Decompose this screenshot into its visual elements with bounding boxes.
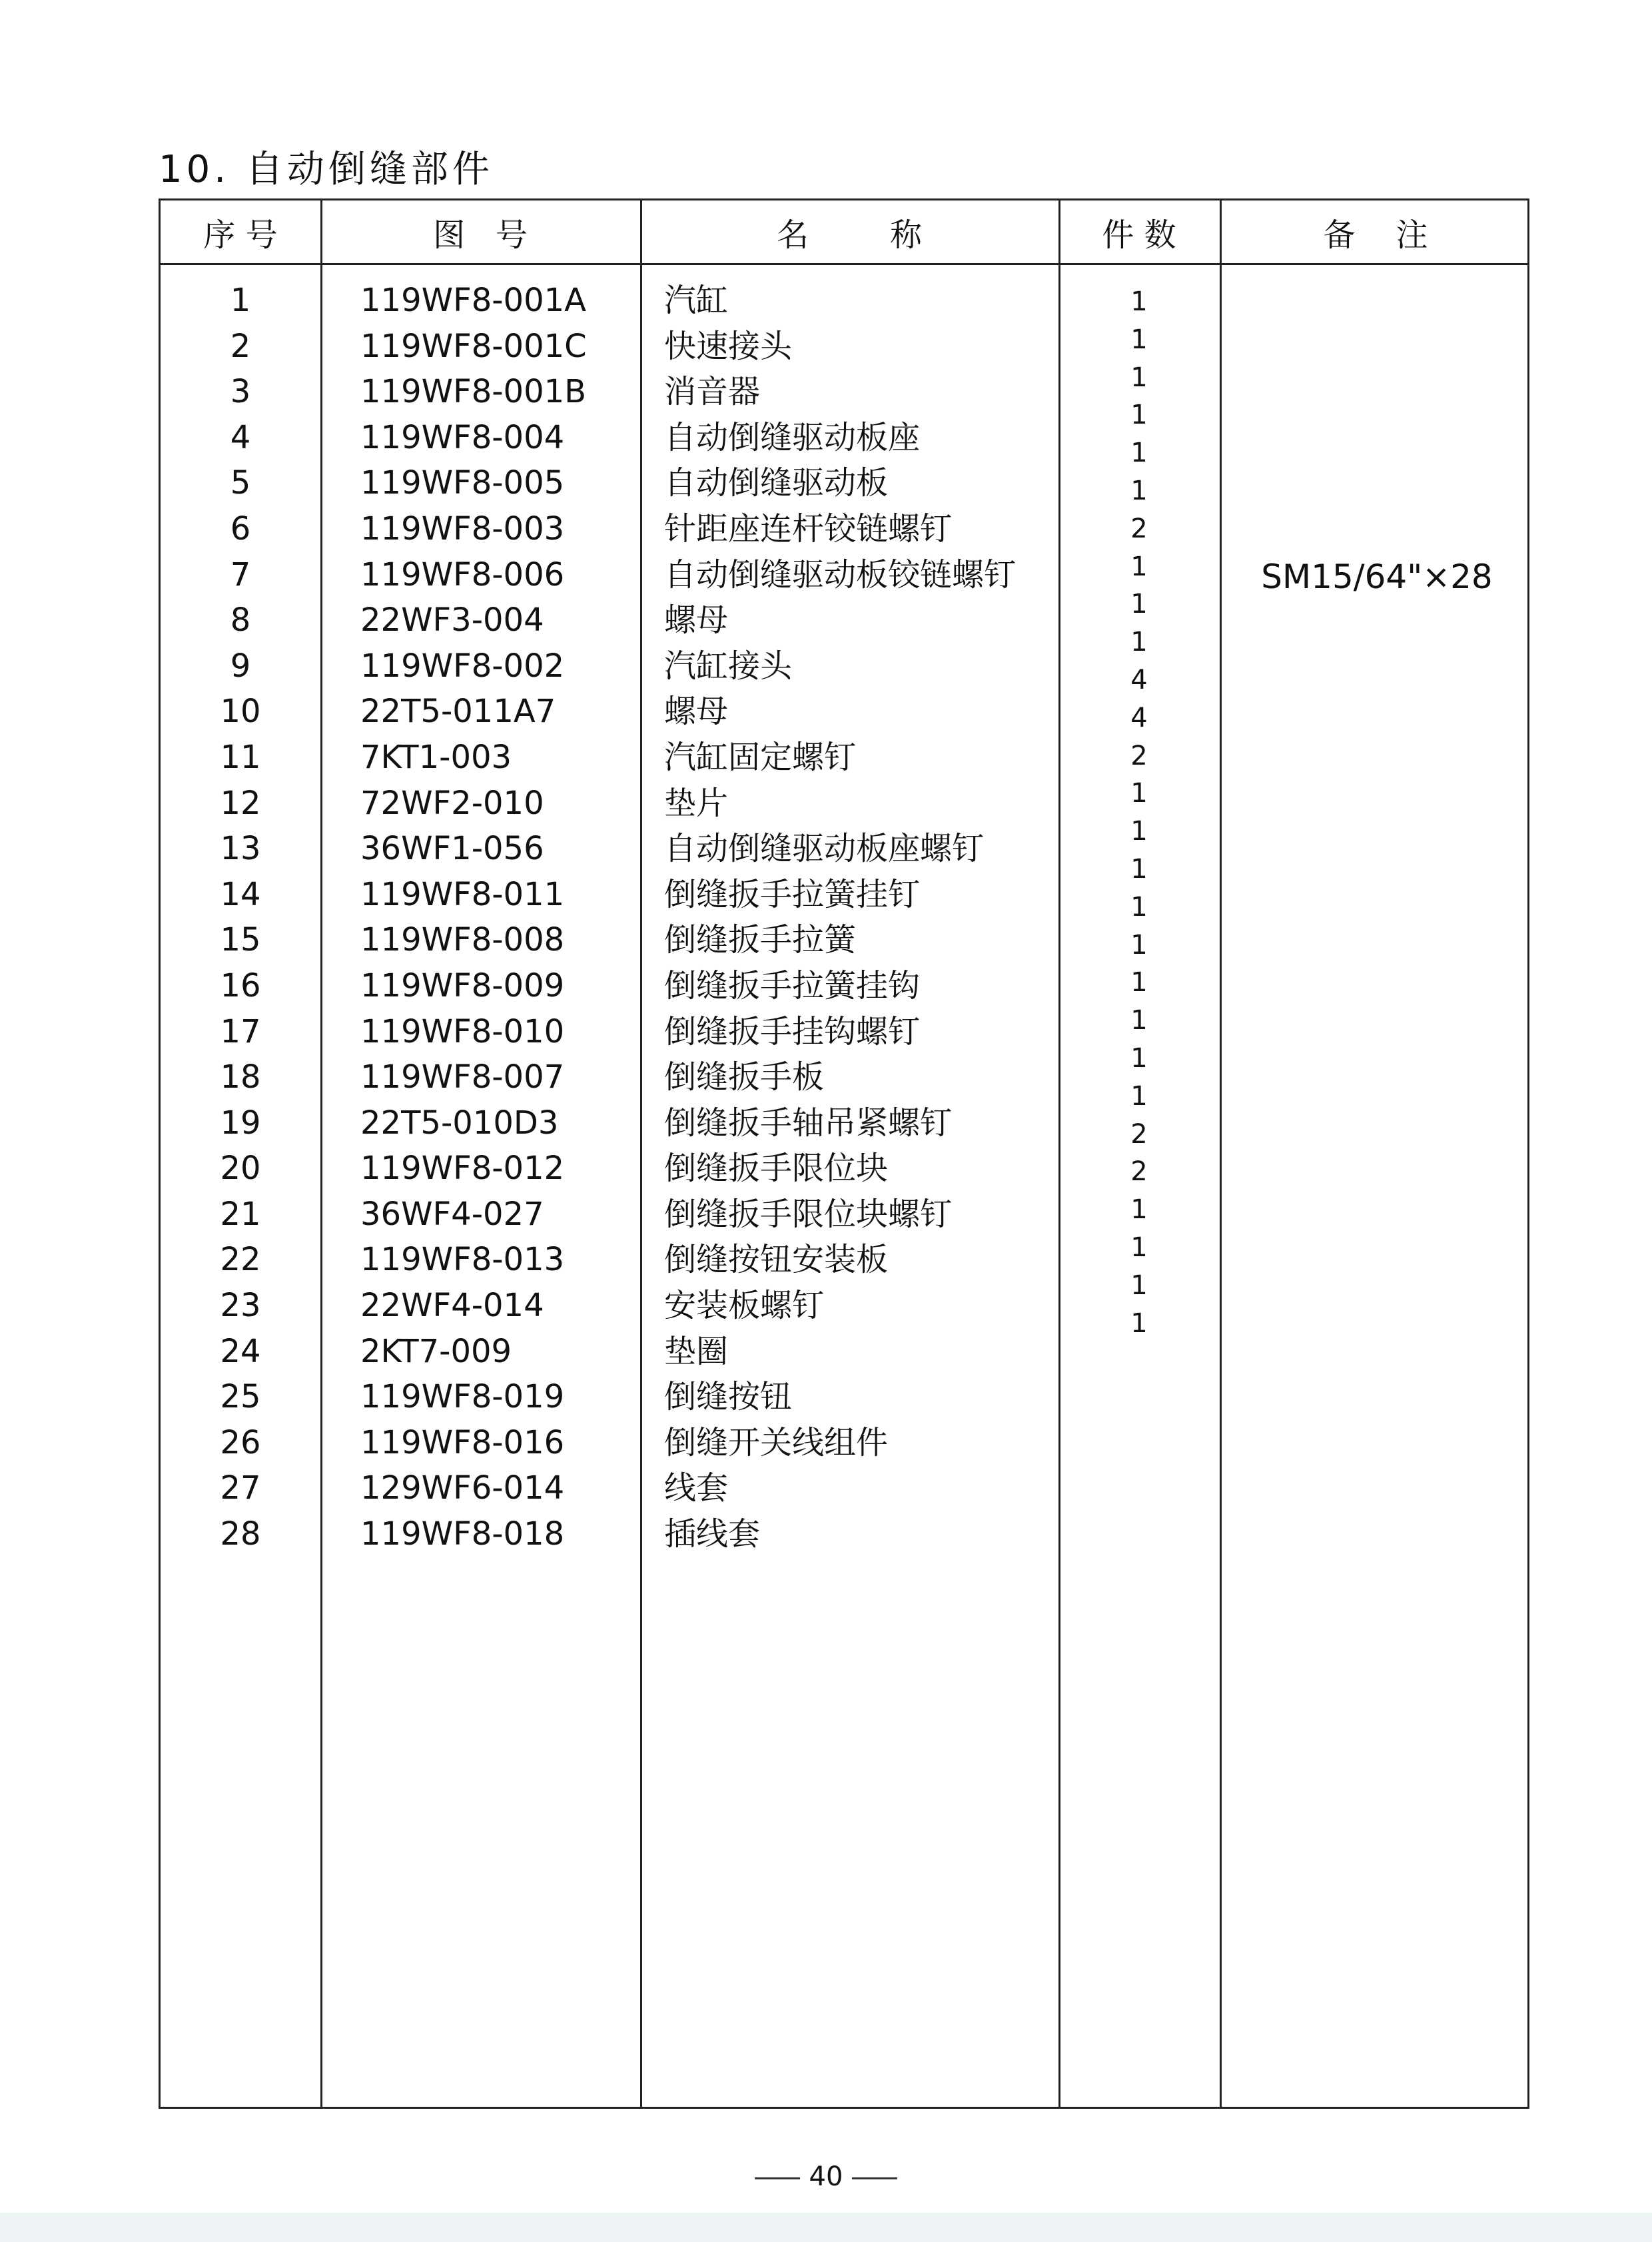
row-part-number: 119WF8-019 (360, 1378, 565, 1416)
row-part-number: 119WF8-009 (360, 966, 565, 1004)
row-quantity: 1 (1130, 362, 1148, 393)
row-part-number: 119WF8-007 (360, 1058, 565, 1096)
row-part-name: 自动倒缝驱动板 (664, 464, 889, 502)
row-seq: 6 (230, 510, 251, 548)
row-quantity: 1 (1130, 967, 1148, 998)
row-seq: 18 (220, 1058, 261, 1096)
row-part-number: 22T5-010D3 (360, 1104, 559, 1142)
row-quantity: 1 (1130, 1232, 1148, 1263)
column-divider (1220, 200, 1222, 2107)
row-seq: 27 (220, 1469, 261, 1507)
row-part-name: 倒缝按钮 (664, 1378, 793, 1416)
header-part-number: 图 号 (433, 216, 528, 254)
row-part-number: 119WF8-008 (360, 921, 565, 959)
row-part-number: 22T5-011A7 (360, 693, 556, 731)
row-part-number: 22WF4-014 (360, 1287, 544, 1325)
page-footer (0, 2161, 1652, 2192)
row-seq: 11 (220, 738, 261, 776)
row-part-number: 119WF8-013 (360, 1241, 565, 1279)
row-seq: 26 (220, 1423, 261, 1461)
row-part-name: 螺母 (664, 693, 729, 731)
row-seq: 28 (220, 1515, 261, 1553)
row-part-name: 垫圈 (664, 1332, 729, 1370)
row-part-name: 自动倒缝驱动板铰链螺钉 (664, 556, 1017, 593)
section-title: 10. 自动倒缝部件 (159, 148, 494, 191)
row-part-name: 汽缸接头 (664, 647, 793, 685)
row-part-name: 插线套 (664, 1515, 761, 1553)
row-quantity: 1 (1130, 891, 1148, 923)
footer-rule-left (755, 2177, 800, 2179)
row-quantity: 1 (1130, 1270, 1148, 1301)
row-part-number: 119WF8-010 (360, 1012, 565, 1050)
quantity-column (1058, 283, 1220, 1342)
footer-rule-right (852, 2177, 897, 2179)
row-part-name: 安装板螺钉 (664, 1287, 825, 1325)
row-part-number: 119WF8-011 (360, 875, 565, 913)
row-seq: 12 (220, 784, 261, 822)
row-quantity: 1 (1130, 778, 1148, 809)
column-divider (640, 200, 642, 2107)
row-part-name: 汽缸固定螺钉 (664, 738, 857, 776)
name-column (664, 278, 1058, 1557)
row-part-name: 垫片 (664, 784, 729, 822)
header-name: 名 称 (776, 216, 923, 254)
row-seq: 16 (220, 966, 261, 1004)
row-part-name: 倒缝扳手拉簧 (664, 921, 857, 959)
row-part-number: 119WF8-001B (360, 373, 587, 411)
row-part-name: 倒缝扳手挂钩螺钉 (664, 1012, 921, 1050)
part-number-column (360, 278, 640, 1557)
row-seq: 2 (230, 327, 251, 365)
row-quantity: 4 (1130, 702, 1148, 733)
row-part-name: 自动倒缝驱动板座螺钉 (664, 830, 985, 868)
row-part-number: 129WF6-014 (360, 1469, 565, 1507)
row-quantity: 1 (1130, 475, 1148, 506)
row-quantity: 4 (1130, 664, 1148, 695)
row-part-name: 线套 (664, 1469, 729, 1507)
row-quantity: 2 (1130, 740, 1148, 771)
row-part-name: 汽缸 (664, 282, 729, 319)
row-quantity: 1 (1130, 1080, 1148, 1112)
row-seq: 23 (220, 1287, 261, 1325)
row-seq: 14 (220, 875, 261, 913)
row-part-name: 倒缝扳手限位块 (664, 1150, 889, 1188)
header-quantity: 件 数 (1102, 216, 1176, 254)
row-quantity: 1 (1130, 1308, 1148, 1339)
row-quantity: 2 (1130, 1156, 1148, 1188)
row-seq: 7 (230, 556, 251, 593)
row-quantity: 1 (1130, 929, 1148, 960)
row-part-name: 自动倒缝驱动板座 (664, 418, 921, 456)
row-quantity: 1 (1130, 400, 1148, 431)
row-part-number: 36WF4-027 (360, 1195, 544, 1233)
row-quantity: 2 (1130, 513, 1148, 544)
row-part-name: 倒缝按钮安装板 (664, 1241, 889, 1279)
row-part-number: 119WF8-005 (360, 464, 565, 502)
row-quantity: 1 (1130, 1005, 1148, 1036)
row-seq: 25 (220, 1378, 261, 1416)
row-part-name: 倒缝扳手轴吊紧螺钉 (664, 1104, 953, 1142)
row-part-number: 119WF8-004 (360, 418, 565, 456)
row-part-name: 倒缝开关线组件 (664, 1423, 889, 1461)
row-part-number: 119WF8-006 (360, 556, 565, 593)
row-part-number: 119WF8-018 (360, 1515, 565, 1553)
row-quantity: 1 (1130, 324, 1148, 355)
row-seq: 8 (230, 601, 251, 639)
row-quantity: 1 (1130, 627, 1148, 658)
row-part-name: 倒缝扳手板 (664, 1058, 825, 1096)
row-part-number: 119WF8-012 (360, 1150, 565, 1188)
row-seq: 20 (220, 1150, 261, 1188)
row-quantity: 1 (1130, 816, 1148, 847)
row-part-number: 7KT1-003 (360, 738, 512, 776)
row-part-number: 119WF8-002 (360, 647, 565, 685)
column-divider (320, 200, 322, 2107)
row-seq: 13 (220, 830, 261, 868)
row-part-number: 2KT7-009 (360, 1332, 512, 1370)
row-part-name: 倒缝扳手拉簧挂钉 (664, 875, 921, 913)
page-number: 40 (809, 2161, 843, 2192)
row-seq: 4 (230, 418, 251, 456)
row-quantity: 1 (1130, 286, 1148, 317)
row-quantity: 1 (1130, 438, 1148, 469)
row-quantity: 1 (1130, 853, 1148, 885)
row-seq: 15 (220, 921, 261, 959)
row-part-number: 119WF8-001C (360, 327, 587, 365)
row-part-name: 倒缝扳手拉簧挂钩 (664, 966, 921, 1004)
row-part-name: 螺母 (664, 601, 729, 639)
header-seq: 序 号 (203, 216, 278, 254)
row-seq: 3 (230, 373, 251, 411)
row-seq: 9 (230, 647, 251, 685)
row-quantity: 1 (1130, 1194, 1148, 1226)
row-part-name: 消音器 (664, 373, 761, 411)
row-quantity: 1 (1130, 589, 1148, 620)
row-seq: 24 (220, 1332, 261, 1370)
row-part-number: 22WF3-004 (360, 601, 544, 639)
header-remark: 备 注 (1323, 216, 1428, 254)
row-part-name: 针距座连杆铰链螺钉 (664, 510, 953, 548)
row-part-number: 119WF8-003 (360, 510, 565, 548)
row-quantity: 1 (1130, 551, 1148, 582)
row-seq: 19 (220, 1104, 261, 1142)
row-seq: 10 (220, 693, 261, 731)
row-part-name: 快速接头 (664, 327, 793, 365)
row-part-number: 72WF2-010 (360, 784, 544, 822)
row-seq: 17 (220, 1012, 261, 1050)
header-rule (161, 263, 1527, 265)
row-quantity: 2 (1130, 1118, 1148, 1150)
row-part-number: 119WF8-001A (360, 282, 586, 319)
row-part-number: 36WF1-056 (360, 830, 544, 868)
remark-text: SM15/64"×28 (1261, 558, 1493, 596)
row-part-name: 倒缝扳手限位块螺钉 (664, 1195, 953, 1233)
scan-bottom-band (0, 2213, 1652, 2242)
row-seq: 1 (230, 282, 251, 319)
row-seq: 21 (220, 1195, 261, 1233)
row-seq: 5 (230, 464, 251, 502)
row-part-number: 119WF8-016 (360, 1423, 565, 1461)
parts-table (159, 198, 1529, 2109)
seq-column (201, 278, 280, 1557)
row-seq: 22 (220, 1241, 261, 1279)
row-quantity: 1 (1130, 1042, 1148, 1074)
